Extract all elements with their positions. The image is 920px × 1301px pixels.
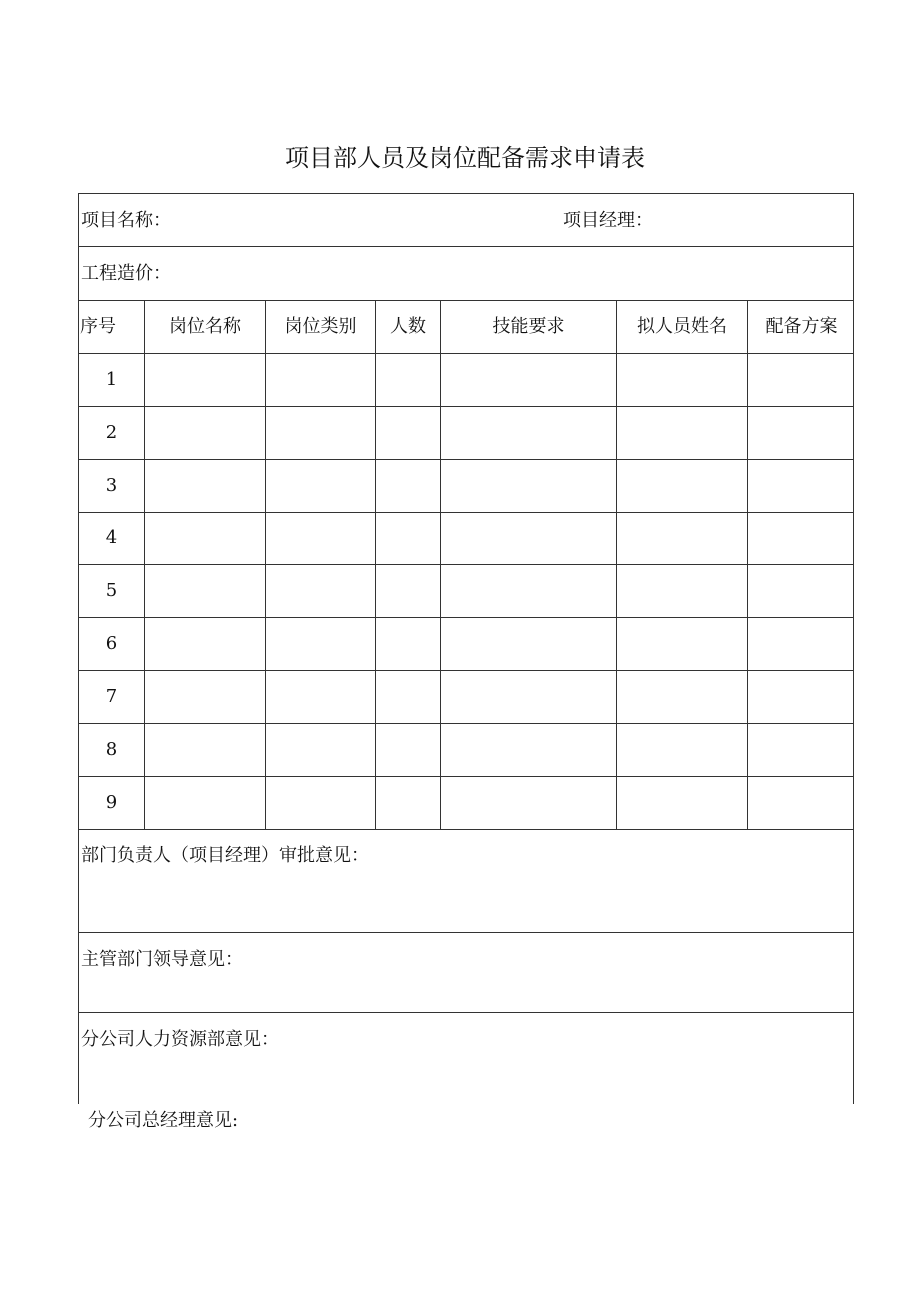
divider <box>79 300 853 301</box>
row-number: 4 <box>105 527 118 548</box>
column-header-index: 序号 <box>80 316 116 337</box>
hr-opinion-label: 分公司人力资源部意见： <box>81 1029 279 1050</box>
gm-opinion-label: 分公司总经理意见: <box>88 1110 239 1131</box>
divider <box>79 564 853 565</box>
row-number: 2 <box>105 422 118 443</box>
project-cost-label: 工程造价： <box>81 263 171 284</box>
row-number: 1 <box>105 369 118 390</box>
page-title: 项目部人员及岗位配备需求申请表 <box>285 144 645 172</box>
divider <box>79 406 853 407</box>
row-number: 6 <box>105 633 118 654</box>
divider <box>79 932 853 933</box>
column-header-position-type: 岗位类别 <box>284 316 357 337</box>
divider <box>79 776 853 777</box>
supervisor-opinion-label: 主管部门领导意见： <box>81 949 243 970</box>
column-header-candidate-name: 拟人员姓名 <box>637 316 727 337</box>
row-number: 5 <box>105 580 118 601</box>
divider <box>79 353 853 354</box>
project-manager-label: 项目经理： <box>563 210 653 231</box>
divider <box>79 670 853 671</box>
column-divider <box>375 300 376 829</box>
divider <box>79 617 853 618</box>
column-divider <box>440 300 441 829</box>
divider <box>79 723 853 724</box>
project-name-label: 项目名称： <box>81 210 171 231</box>
column-divider <box>747 300 748 829</box>
divider <box>79 512 853 513</box>
column-header-staffing-plan: 配备方案 <box>765 316 838 337</box>
row-number: 3 <box>105 475 118 496</box>
column-header-position-name: 岗位名称 <box>169 316 241 337</box>
application-form <box>78 193 854 1104</box>
column-divider <box>265 300 266 829</box>
row-number: 7 <box>105 686 118 707</box>
column-header-skills: 技能要求 <box>492 316 565 337</box>
column-divider <box>144 300 145 829</box>
column-header-headcount: 人数 <box>390 316 426 337</box>
divider <box>79 459 853 460</box>
row-number: 8 <box>105 739 118 760</box>
divider <box>79 246 853 247</box>
column-divider <box>616 300 617 829</box>
divider <box>79 1012 853 1013</box>
divider <box>79 829 853 830</box>
row-number: 9 <box>105 792 118 813</box>
dept-head-approval-label: 部门负责人（项目经理）审批意见： <box>81 845 369 866</box>
